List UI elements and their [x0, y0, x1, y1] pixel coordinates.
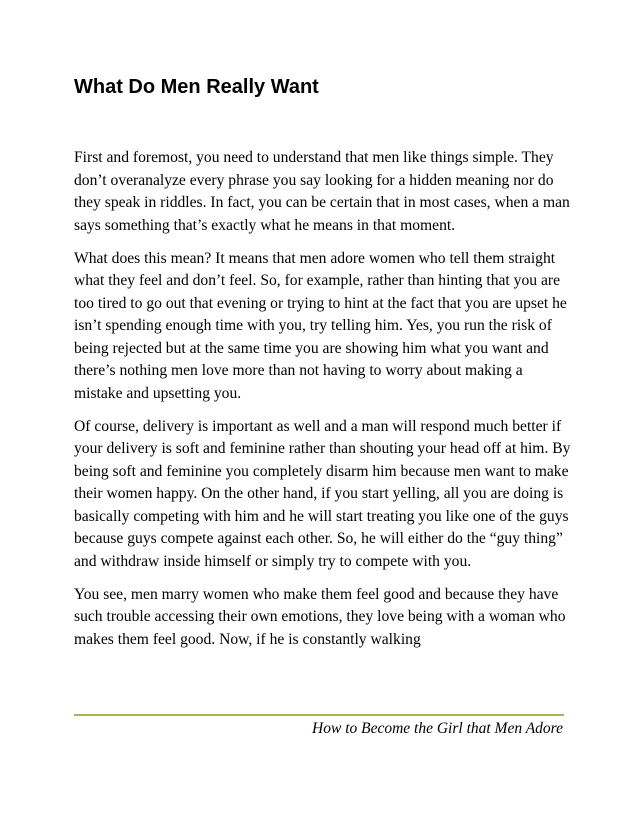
body-text [74, 147, 574, 662]
footer-book-title: How to Become the Girl that Men Adore [312, 720, 563, 737]
paragraph: Of course, delivery is important as well and a man will respond much better if your delivery is soft and feminine rather than shouting your head off at him. By being soft and feminine you completely disarm him because men want to make their women happy. On the other hand, if you start yelling, all you are doing is basically competing with him and he will start treating you like one of the guys because guys compete against each other. So, he will either do the “guy thing” and withdraw inside himself or simply try to compete with you. [74, 417, 571, 570]
footer-divider [74, 714, 564, 716]
page-title: What Do Men Really Want [74, 76, 319, 98]
paragraph: You see, men marry women who make them feel good and because they have such trouble accessing their own emotions, they love being with a woman who makes them feel good. Now, if he is constantly walking [74, 585, 566, 648]
paragraph: What does this mean? It means that men adore women who tell them straight what they feel and don’t feel. So, for example, rather than hinting that you are too tired to go out that evening or trying to hint at the fact that you are upset he isn’t spending enough time with you, try telling him. Yes, you run the risk of being rejected but at the same time you are showing him what you want and there’s nothing men love more than not having to worry about making a mistake and upsetting you. [74, 249, 567, 402]
paragraph: First and foremost, you need to understand that men like things simple. They don’t overanalyze every phrase you say looking for a hidden meaning nor do they speak in riddles. In fact, you can be certain that in most cases, when a man says something that’s exactly what he means in that moment. [74, 149, 570, 234]
